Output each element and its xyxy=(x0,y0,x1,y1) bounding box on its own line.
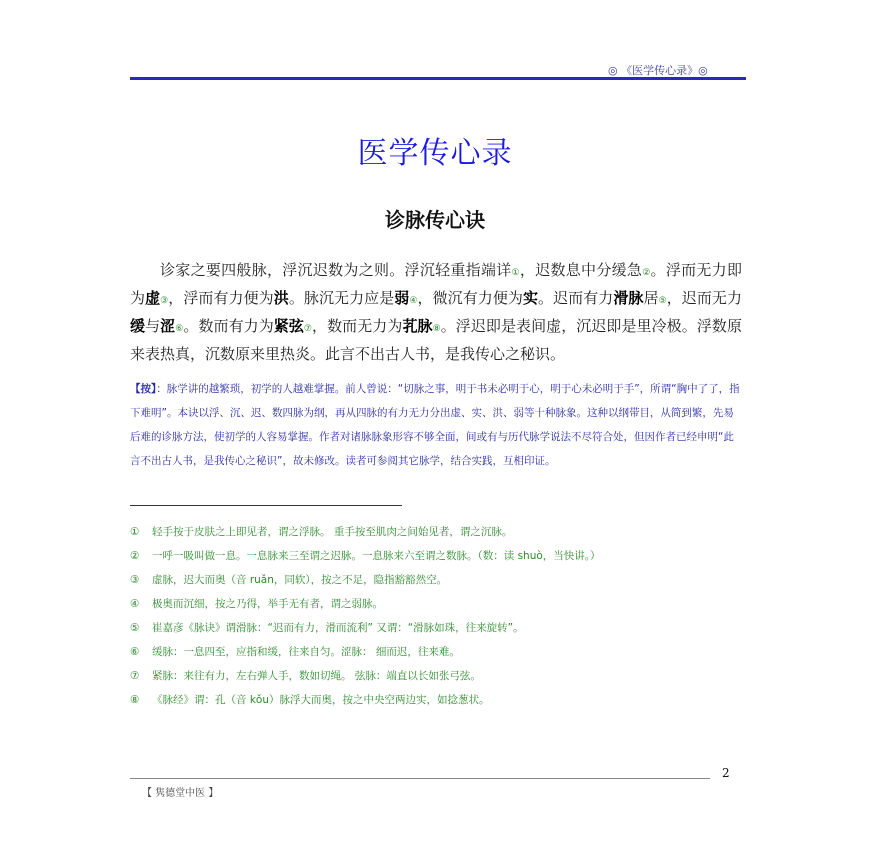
footnote-separator xyxy=(130,505,402,506)
pulse-term: 滑脉 xyxy=(613,289,644,307)
verse-text: ，微沉有力便为 xyxy=(417,289,523,307)
pulse-term: 缓 xyxy=(130,317,146,335)
footnote-text: 崔嘉彦《脉诀》谓滑脉：“迟而有力，滑而流利” 又谓：“滑脉如珠，往来旋转”。 xyxy=(152,622,524,634)
footnote-marker: ③ xyxy=(160,296,169,306)
pulse-term: 涩 xyxy=(160,317,176,335)
footnote-marker: ⑦ xyxy=(303,324,313,334)
footnote-marker: ① xyxy=(511,268,520,278)
footnote-number: ② xyxy=(130,550,140,562)
note-text: ：脉学讲的越繁琐，初学的人越难掌握。前人曾说：“切脉之事，明于书未必明于心，明于心未必明于手”，所谓“胸中了了，指下难明”。本诀以浮、沉、迟、数四脉为纲，再从四脉的有力无力分出虚、实、洪、弱等十种脉象。这种以纲带目，从简到繁，先易后难的诊脉方法，使初学的人容易掌握。作者对诸脉脉象形容不够全面，间或有与历代脉学说法不尽符合处，但因作者已经申明“此言不出古人书，是我传心之秘识”，故未修改。读者可参阅其它脉学，结合实践，互相印证。 xyxy=(130,383,740,467)
verse-text: 。数而有力为 xyxy=(183,317,274,335)
footnote-number: ⑥ xyxy=(130,646,140,658)
footnote-number: ⑧ xyxy=(130,694,140,706)
footnote-item xyxy=(130,616,742,640)
pulse-term: 芤脉 xyxy=(402,317,433,335)
footnote-list xyxy=(130,520,742,712)
page-number: 2 xyxy=(722,766,730,780)
footnote-number: ④ xyxy=(130,598,140,610)
footnote-marker: ⑧ xyxy=(432,324,441,334)
footnote-marker: ⑥ xyxy=(175,324,184,334)
footnote-text: 缓脉：一息四至，应指和缓，往来自匀。涩脉： 细而迟，往来难。 xyxy=(152,646,460,658)
footer-brand: 【 隽德堂中医 】 xyxy=(142,788,219,799)
verse-text: 。迟而有力 xyxy=(538,289,614,307)
footnote-item xyxy=(130,544,742,568)
pulse-term: 紧弦 xyxy=(273,317,304,335)
footnote-marker: ② xyxy=(642,268,651,278)
footnote-item xyxy=(130,640,742,664)
footnote-text: 轻手按于皮肤之上即见者，谓之浮脉。 重手按至肌肉之间始见者，谓之沉脉。 xyxy=(152,526,513,538)
footer-rule xyxy=(130,778,710,779)
footnote-number: ⑦ xyxy=(130,670,140,682)
footnote-number: ⑤ xyxy=(130,622,140,634)
verse-text: 。浮而无力即为 xyxy=(130,261,742,307)
verse-text: 。浮迟即是表间虚，沉迟即是里冷极。浮数原来表热真，沉数原来里热炎。此言不出古人书，是我传心之秘识。 xyxy=(130,317,742,363)
footnote-item xyxy=(130,592,742,616)
footnote-item xyxy=(130,664,742,688)
running-header: ◎ 《医学传心录》◎ xyxy=(608,64,708,77)
pulse-term: 洪 xyxy=(273,289,289,307)
pulse-term: 虚 xyxy=(145,289,161,307)
header-rule xyxy=(130,77,746,80)
footnote-marker: ④ xyxy=(409,296,418,306)
pulse-term: 实 xyxy=(522,289,539,307)
pulse-term: 弱 xyxy=(394,289,410,307)
footnote-item xyxy=(130,520,742,544)
verse-text: 居 xyxy=(643,289,659,307)
verse-text: ，数而无力为 xyxy=(312,317,403,335)
verse-text: 诊家之要四般脉，浮沉迟数为之则。浮沉轻重指端详 xyxy=(160,261,512,279)
page-title: 医学传心录 xyxy=(357,136,513,171)
footnote-text: 《脉经》谓：孔（音 kǒu）脉浮大而奥，按之中央空两边实，如捻葱状。 xyxy=(152,694,490,706)
footnote-number: ③ xyxy=(130,574,140,586)
footnote-text: 极奥而沉细，按之乃得，举手无有者，谓之弱脉。 xyxy=(152,598,383,610)
verse-paragraph xyxy=(130,258,742,367)
verse-text: ，迟数息中分缓急 xyxy=(519,261,643,279)
footnote-text: 虚脉，迟大而奥（音 ruǎn，同软），按之不足，隐指豁豁然空。 xyxy=(152,574,448,586)
footnote-item xyxy=(130,568,742,592)
footnote-marker: ⑤ xyxy=(658,296,667,306)
verse-text: 与 xyxy=(145,317,161,335)
footnote-text: 紧脉：来往有力，左右弹人手，数如切绳。 弦脉：端直以长如张弓弦。 xyxy=(152,670,481,682)
commentary-note xyxy=(130,377,742,473)
section-title: 诊脉传心诀 xyxy=(385,208,485,232)
footnote-text: 一呼一吸叫做一息。一息脉来三至谓之迟脉。一息脉来六至谓之数脉。（数：读 shuò，当快讲。） xyxy=(152,550,601,562)
verse-text: ，浮而有力便为 xyxy=(168,289,274,307)
note-label: 【按】 xyxy=(130,383,157,395)
verse-body xyxy=(130,258,742,367)
verse-text: 。脉沉无力应是 xyxy=(288,289,395,307)
footnote-number: ① xyxy=(130,526,140,538)
verse-text: ，迟而无力 xyxy=(666,289,742,307)
footnote-item xyxy=(130,688,742,712)
